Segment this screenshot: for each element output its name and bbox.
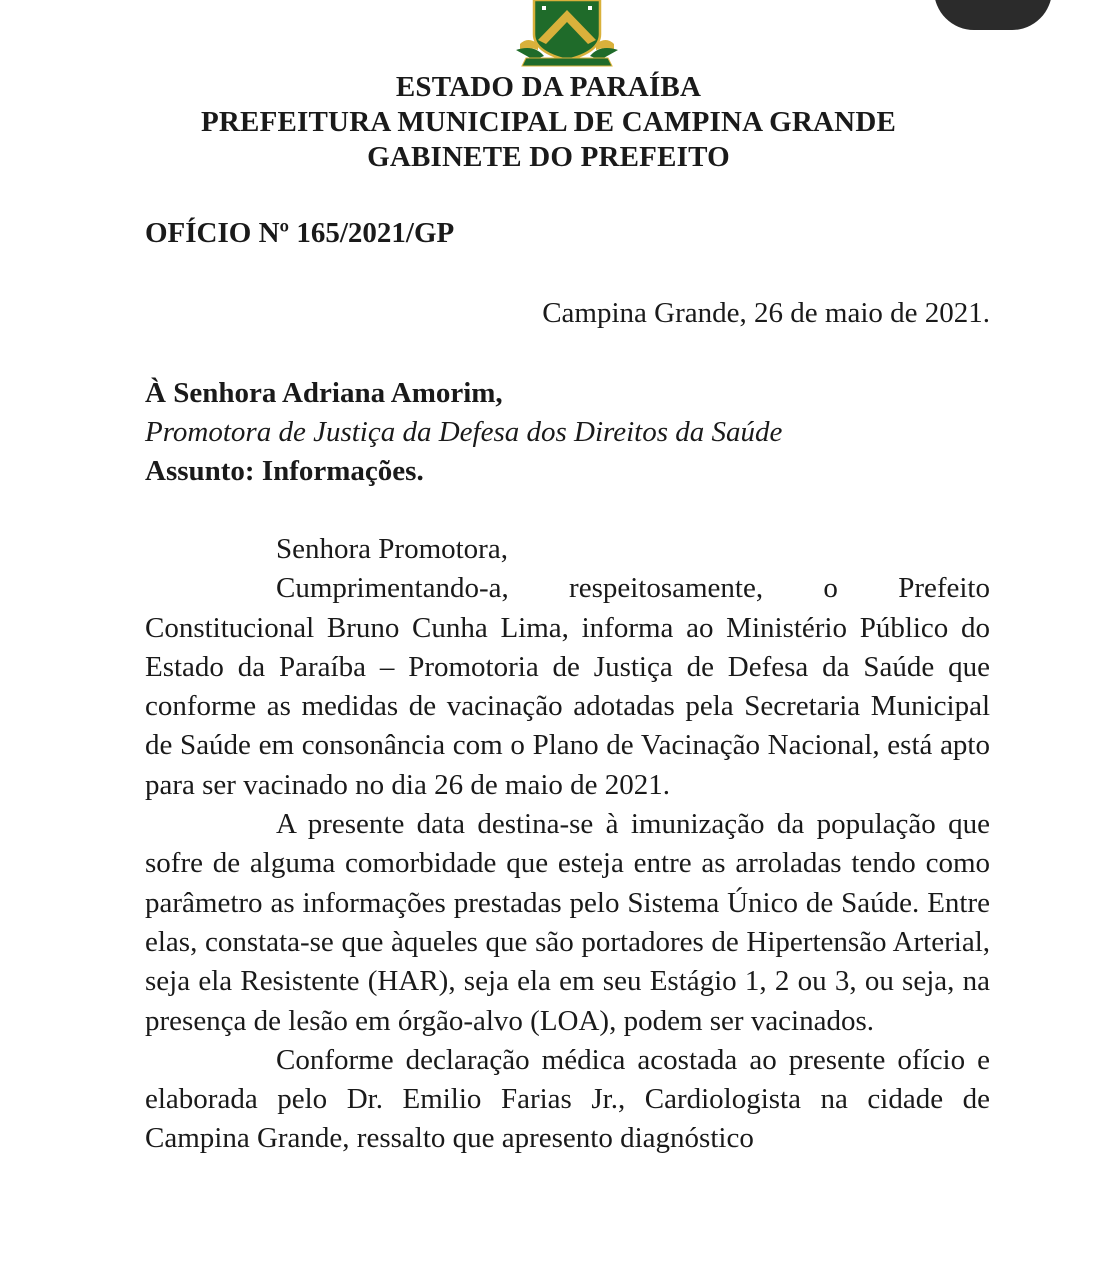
letter-body — [145, 530, 990, 1159]
document-date: Campina Grande, 26 de maio de 2021. — [542, 297, 990, 329]
addressee-name: À Senhora Adriana Amorim, — [145, 377, 503, 409]
document-subject: Assunto: Informações. — [145, 455, 424, 487]
header-state: ESTADO DA PARAÍBA — [395, 71, 702, 103]
header-city-hall: PREFEITURA MUNICIPAL DE CAMPINA GRANDE — [200, 106, 897, 138]
document-number: OFÍCIO Nº 165/2021/GP — [145, 217, 455, 249]
body-paragraph: A presente data destina-se à imunização da população que sofre de alguma comorbidade que esteja entre as arroladas tendo como parâmetro as informações prestadas pelo Sistema Único de Saúde. Entre elas, constata-se que àqueles que são portadores de Hipertensão Arterial, seja ela Resistente (HAR), seja ela em seu Estágio 1, 2 ou 3, ou seja, na presença de lesão em órgão-alvo (LOA), podem ser vacinados. — [145, 808, 990, 1037]
coat-of-arms-icon — [514, 0, 620, 72]
greeting: Senhora Promotora, — [276, 533, 508, 565]
body-paragraph: Conforme declaração médica acostada ao presente ofício e elaborada pelo Dr. Emilio Farias Jr., Cardiologista na cidade de Campina Grande, ressalto que apresento diagnóstico — [145, 1043, 990, 1155]
header-office: GABINETE DO PREFEITO — [367, 141, 730, 173]
addressee-block — [145, 374, 782, 491]
letterhead — [0, 70, 1097, 175]
addressee-role: Promotora de Justiça da Defesa dos Direitos da Saúde — [145, 416, 783, 448]
body-paragraph: Cumprimentando-a, respeitosamente, o Prefeito Constitucional Bruno Cunha Lima, informa ao Ministério Público do Estado da Paraíba – Promotoria de Justiça de Defesa da Saúde que conforme as medidas de vacinação adotadas pela Secretaria Municipal de Saúde em consonância com o Plano de Vacinação Nacional, está apto para ser vacinado no dia 26 de maio de 2021. — [145, 572, 990, 801]
overlay-tab-shape — [934, 0, 1052, 30]
